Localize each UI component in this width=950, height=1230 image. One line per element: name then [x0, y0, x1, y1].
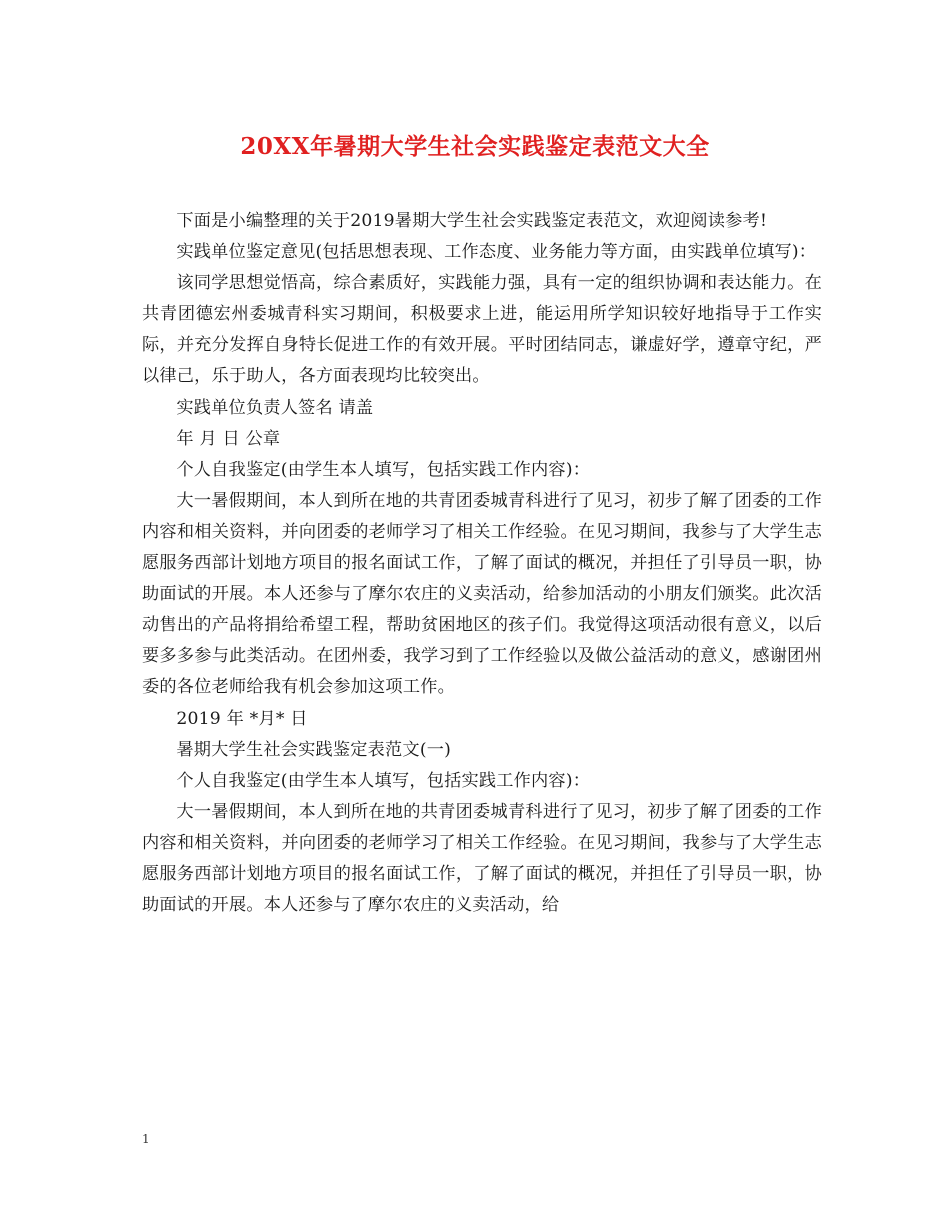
paragraph-date-seal-line: 年 月 日 公章 — [176, 428, 281, 449]
paragraph-self-assessment-heading-2: 个人自我鉴定(由学生本人填写，包括实践工作内容)： — [176, 770, 591, 791]
document-body — [142, 206, 822, 921]
paragraph-signature-line: 实践单位负责人签名 请盖 — [176, 397, 374, 418]
paragraph-self-assessment-2: 大一暑假期间，本人到所在地的共青团委城青科进行了见习，初步了解了团委的工作内容和相关资料，并向团委的老师学习了相关工作经验。在见习期间，我参与了大学生志愿服务西部计划地方项目的报名面试工作，了解了面试的概况，并担任了引导员一职，协助面试的开展。本人还参与了摩尔农庄的义卖活动，给 — [142, 801, 822, 916]
paragraph-date: 2019 年 *月* 日 — [176, 708, 308, 729]
paragraph-self-assessment: 大一暑假期间，本人到所在地的共青团委城青科进行了见习，初步了解了团委的工作内容和相关资料，并向团委的老师学习了相关工作经验。在见习期间，我参与了大学生志愿服务西部计划地方项目的报名面试工作，了解了面试的概况，并担任了引导员一职，协助面试的开展。本人还参与了摩尔农庄的义卖活动，给参加活动的小朋友们颁奖。此次活动售出的产品将捐给希望工程，帮助贫困地区的孩子们。我觉得这项活动很有意义，以后要多多参与此类活动。在团州委，我学习到了工作经验以及做公益活动的意义，感谢团州委的各位老师给我有机会参加这项工作。 — [142, 490, 822, 698]
document-title: 20XX年暑期大学生社会实践鉴定表范文大全 — [240, 133, 710, 160]
paragraph-sample-heading: 暑期大学生社会实践鉴定表范文(一) — [176, 739, 452, 760]
page-number: 1 — [142, 1132, 150, 1146]
paragraph-unit-opinion: 该同学思想觉悟高，综合素质好，实践能力强，具有一定的组织协调和表达能力。在共青团德宏州委城青科实习期间，积极要求上进，能运用所学知识较好地指导于工作实际，并充分发挥自身特长促进工作的有效开展。平时团结同志，谦虚好学，遵章守纪，严以律己，乐于助人，各方面表现均比较突出。 — [142, 273, 822, 387]
paragraph-self-assessment-heading: 个人自我鉴定(由学生本人填写，包括实践工作内容)： — [176, 459, 591, 480]
paragraph-intro: 下面是小编整理的关于2019暑期大学生社会实践鉴定表范文，欢迎阅读参考! — [176, 211, 768, 231]
paragraph-unit-opinion-heading: 实践单位鉴定意见(包括思想表现、工作态度、业务能力等方面，由实践单位填写)： — [176, 242, 817, 263]
